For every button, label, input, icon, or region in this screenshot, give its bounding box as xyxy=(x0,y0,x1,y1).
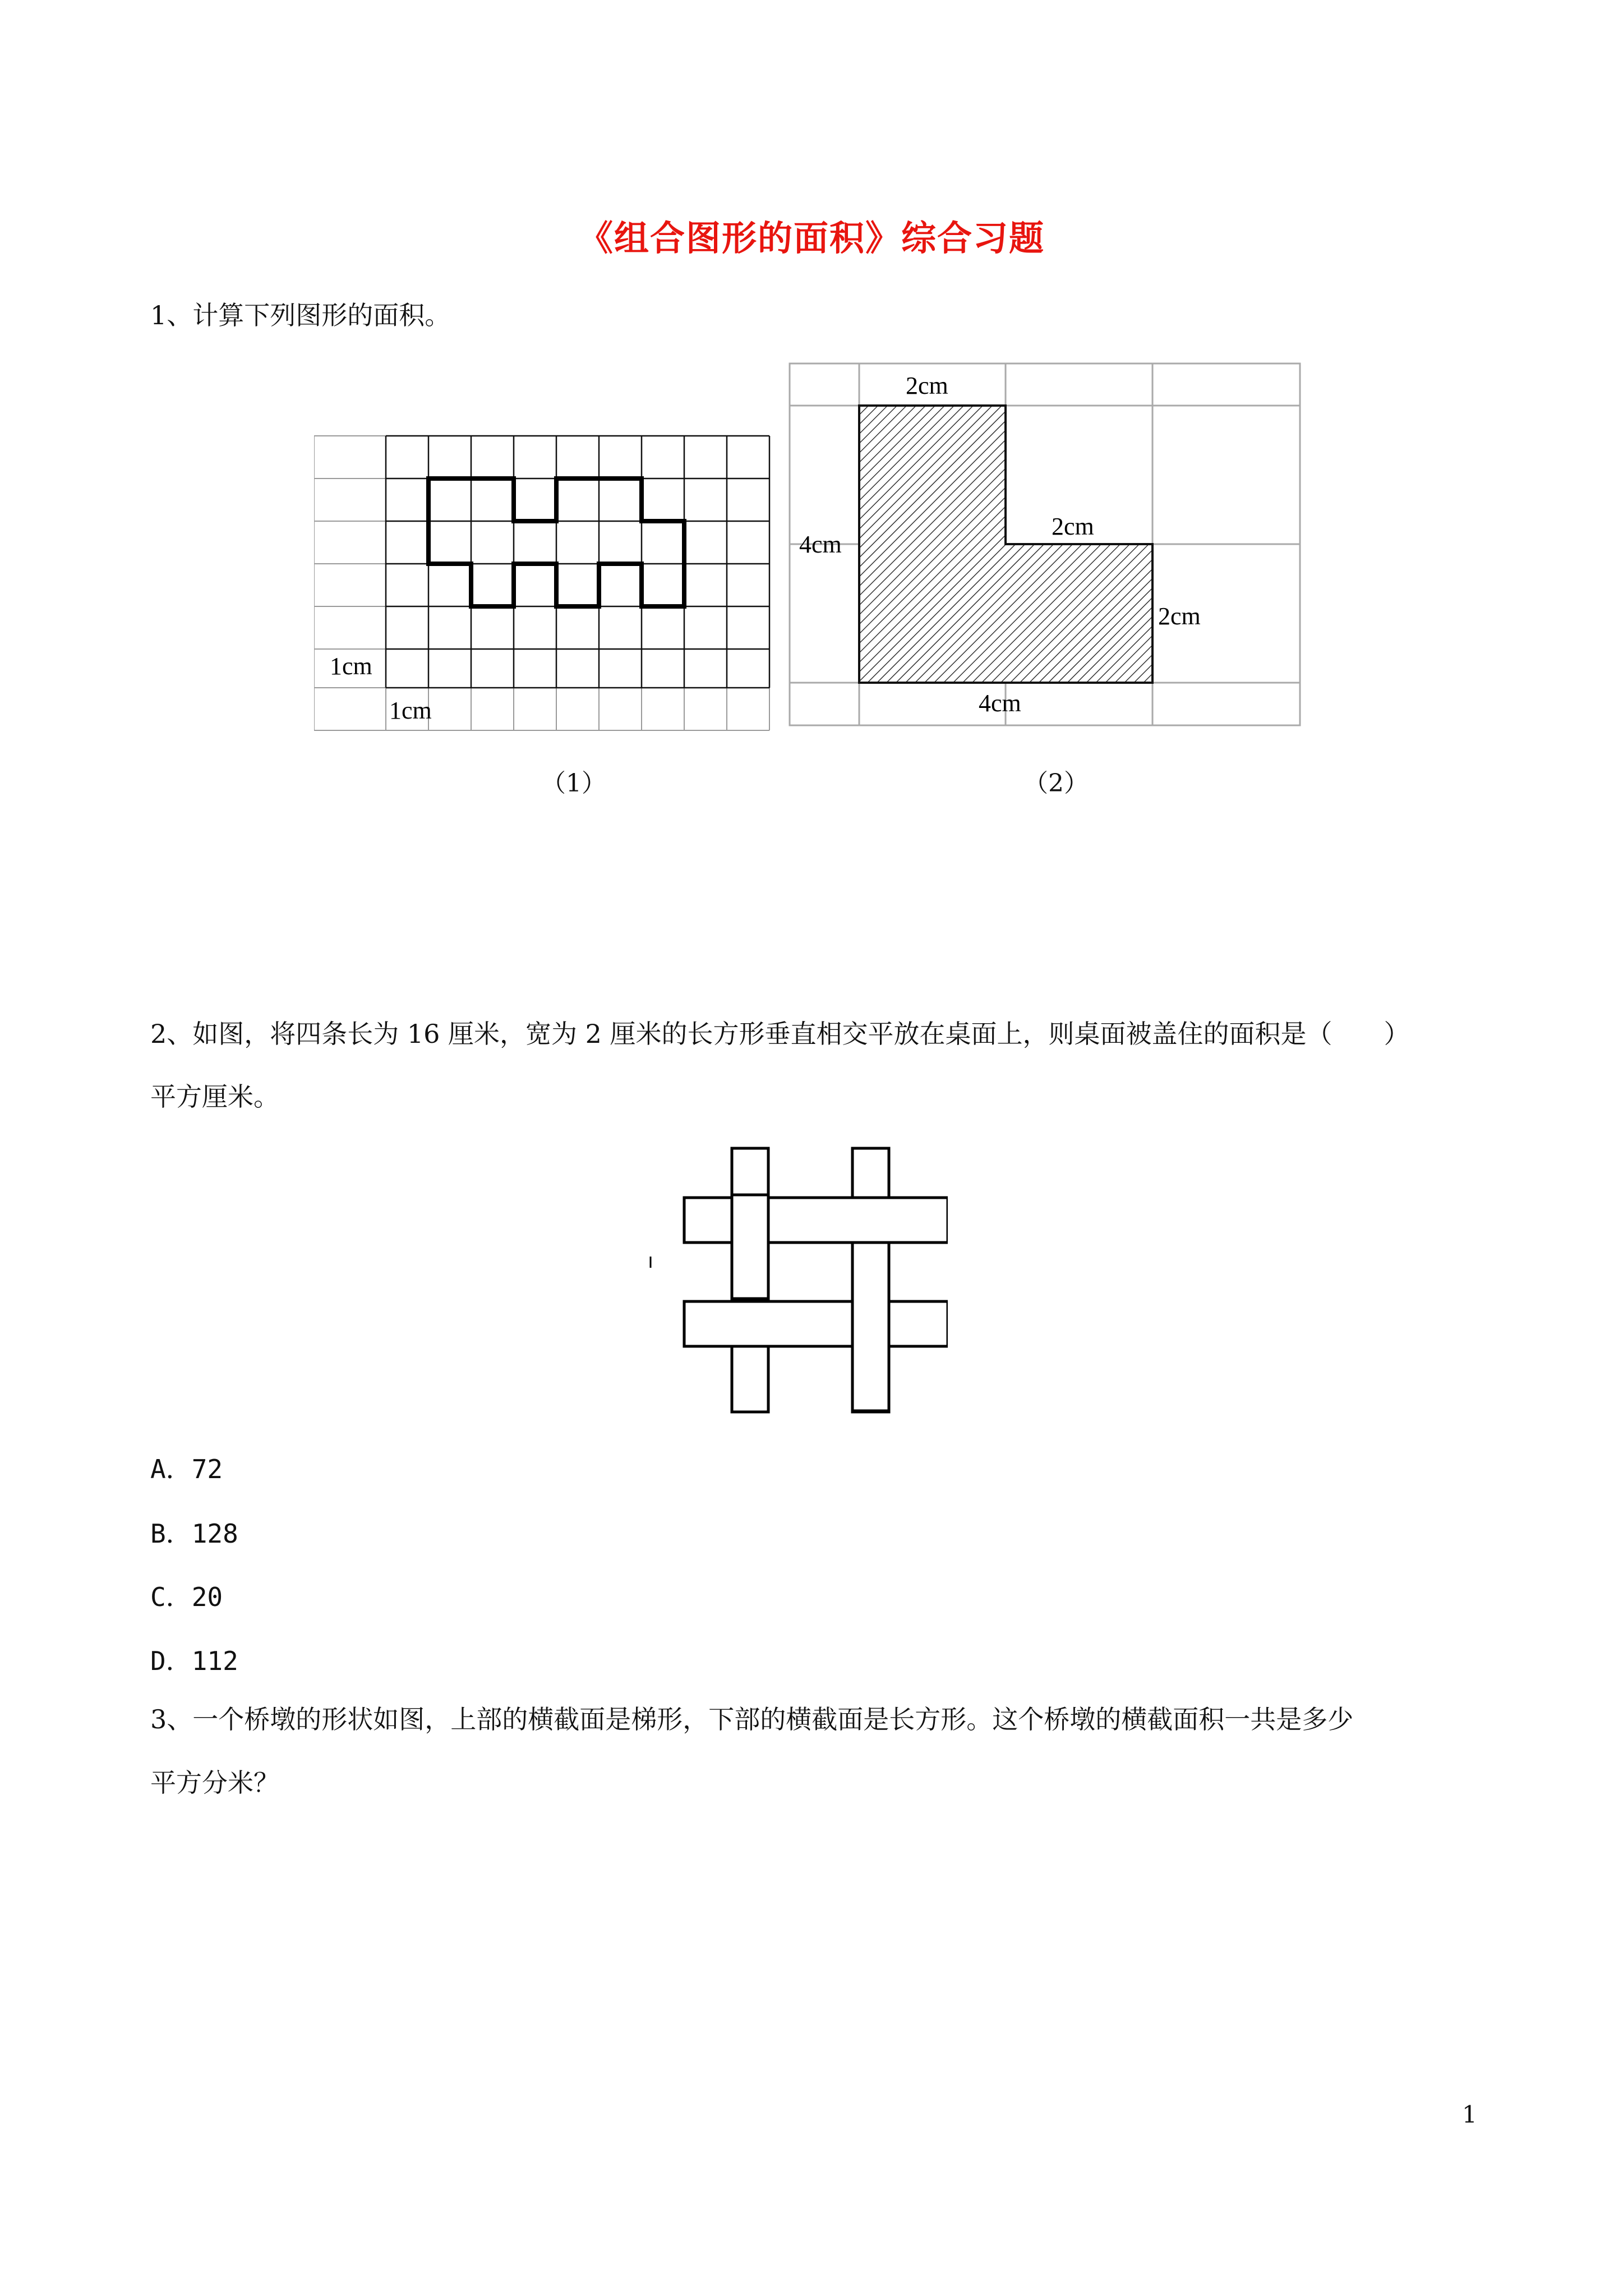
question-3-line1: 3、一个桥墩的形状如图，上部的横截面是梯形，下部的横截面是长方形。这个桥墩的横截面积一共是多少 xyxy=(150,1704,1354,1734)
option-a: A．72 xyxy=(150,1454,223,1484)
question-1-text: 1、计算下列图形的面积。 xyxy=(150,300,451,330)
option-b: B．128 xyxy=(150,1519,238,1549)
dim-left: 4cm xyxy=(799,531,842,558)
dim-top: 2cm xyxy=(906,372,948,399)
unit-label-col: 1cm xyxy=(389,697,432,724)
l-shape xyxy=(859,406,1152,683)
option-d: D．112 xyxy=(150,1646,238,1676)
question-2-line2: 平方厘米。 xyxy=(150,1082,279,1112)
dim-bottom: 4cm xyxy=(979,689,1021,717)
dim-right: 2cm xyxy=(1158,602,1201,630)
question-2-line1: 2、如图，将四条长为 16 厘米，宽为 2 厘米的长方形垂直相交平放在桌面上，则桌面被盖住的面积是（ ） xyxy=(150,1019,1410,1049)
figure-1-grid xyxy=(314,432,780,735)
woven-strips xyxy=(684,1148,948,1412)
page-number: 1 xyxy=(1462,2101,1477,2128)
page-title: 《组合图形的面积》综合习题 xyxy=(578,218,1045,259)
figure-1-caption: （1） xyxy=(541,769,606,798)
question-3-line2: 平方分米？ xyxy=(150,1768,279,1798)
option-c: C．20 xyxy=(150,1582,223,1612)
figure-2-caption: （2） xyxy=(1023,769,1089,798)
grid-lines xyxy=(314,436,769,730)
dim-step: 2cm xyxy=(1052,513,1094,540)
figure-woven-rectangles xyxy=(645,1139,948,1419)
unit-label-row: 1cm xyxy=(330,652,372,680)
figure-2-l-shape xyxy=(788,362,1304,732)
